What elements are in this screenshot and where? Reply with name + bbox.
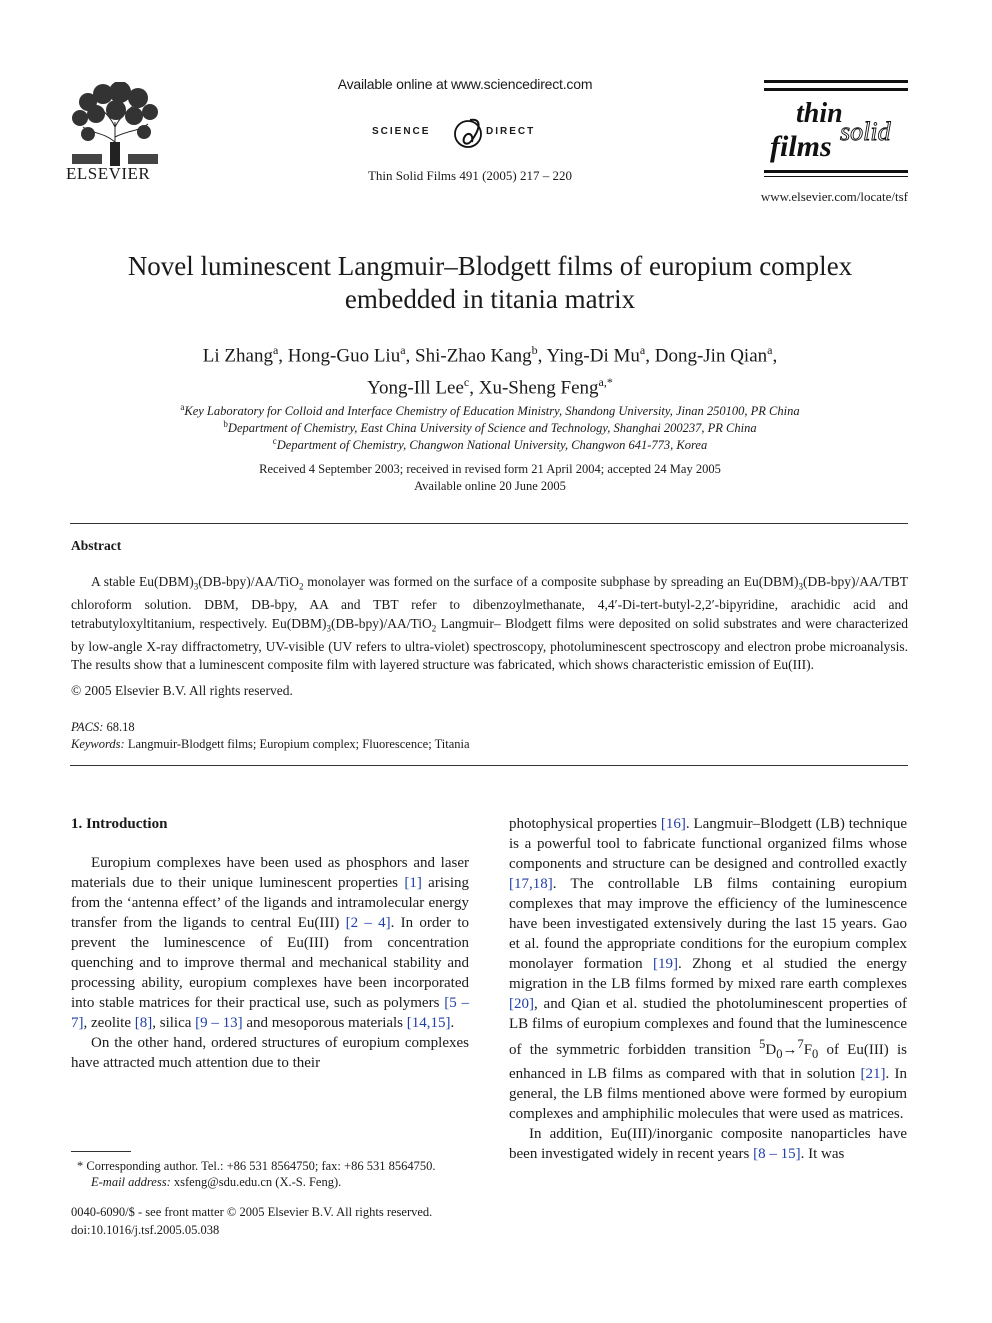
divider-bottom xyxy=(70,765,908,766)
author-name[interactable]: Li Zhang xyxy=(202,345,273,367)
citation-link[interactable]: [14,15] xyxy=(406,1015,451,1031)
citation-link[interactable]: [2 – 4] xyxy=(345,915,391,931)
paragraph: In addition, Eu(III)/inorganic composite nanoparticles have been investigated widely in recent years [8 – 15]. It was xyxy=(509,1126,907,1162)
affiliation-b: $^b$Department of Chemistry, East China University of Science and Technology, Shanghai 200237, PR China xyxy=(223,419,757,436)
article-title xyxy=(60,250,920,316)
available-online-banner: Available online at www.sciencedirect.com xyxy=(337,76,593,92)
sd-word-science: SCIENCE xyxy=(372,126,431,137)
pacs-line: PACS: 68.18 xyxy=(71,720,135,734)
citation-link[interactable]: [8] xyxy=(134,1015,153,1031)
citation-link[interactable]: [8 – 15] xyxy=(753,1146,801,1162)
sd-word-direct: DIRECT xyxy=(486,126,536,137)
author-name[interactable]: Shi-Zhao Kang xyxy=(415,345,532,367)
divider-top xyxy=(70,523,908,524)
issn-line: 0040-6090/$ - see front matter © 2005 Elsevier B.V. All rights reserved. xyxy=(71,1205,433,1219)
author-affil-mark: a xyxy=(400,343,406,357)
abstract-heading: Abstract xyxy=(71,538,122,553)
citation-link[interactable]: [5 – 7] xyxy=(71,995,469,1031)
citation-link[interactable]: [16] xyxy=(660,816,686,832)
email-link[interactable]: xsfeng@sdu.edu.cn (X.-S. Feng). xyxy=(173,1175,342,1189)
author-name[interactable]: Yong-Ill Lee xyxy=(367,377,464,399)
author-affil-mark: a xyxy=(639,343,646,357)
elsevier-tree-logo-icon xyxy=(68,82,162,166)
title-line-2: embedded in titania matrix xyxy=(344,284,636,314)
journal-reference: Thin Solid Films 491 (2005) 217 – 220 xyxy=(367,168,573,183)
affiliation-c: $^c$Department of Chemistry, Changwon National University, Changwon 641-773, Korea xyxy=(272,436,708,453)
author-name[interactable]: Ying-Di Mu xyxy=(546,345,640,367)
tsf-logo-thin: thin xyxy=(796,98,843,129)
citation-link[interactable]: [1] xyxy=(404,875,422,891)
author-affil-mark: c xyxy=(463,375,470,390)
keywords-line: Keywords: Langmuir-Blodgett films; Europium complex; Fluorescence; Titania xyxy=(71,737,470,751)
doi-line[interactable]: doi:10.1016/j.tsf.2005.05.038 xyxy=(71,1223,220,1237)
author-affil-mark: a xyxy=(272,343,279,357)
section-heading: 1. Introduction xyxy=(71,816,168,832)
tsf-rule-bottom-thin xyxy=(764,176,908,177)
paragraph: On the other hand, ordered structures of europium complexes have attracted much attention due to their xyxy=(71,1035,469,1071)
issn-doi-block xyxy=(71,1203,491,1239)
thin-solid-films-logo xyxy=(770,96,910,166)
citation-link[interactable]: [20] xyxy=(509,996,534,1012)
tsf-logo-solid: solid xyxy=(840,117,891,146)
footnote-rule xyxy=(71,1151,131,1152)
corresponding-author-footnote: * Corresponding author. Tel.: +86 531 8564750; fax: +86 531 8564750. E-mail address: xsfeng@sdu.edu.cn (X.-S. Feng). xyxy=(77,1159,436,1189)
body-column-right xyxy=(509,814,907,1164)
sciencedirect-logo xyxy=(370,116,570,150)
received-dates: Received 4 September 2003; received in revised form 21 April 2004; accepted 24 May 2005 xyxy=(259,462,721,476)
citation-link[interactable]: [9 – 13] xyxy=(195,1015,243,1031)
tsf-rule-second xyxy=(764,88,908,91)
journal-url[interactable]: www.elsevier.com/locate/tsf xyxy=(760,189,908,204)
author-affil-mark: b xyxy=(531,343,538,357)
citation-link[interactable]: [17,18] xyxy=(509,876,553,892)
author-affil-mark: a xyxy=(767,343,773,357)
sd-emblem-icon xyxy=(450,116,486,150)
tsf-rule-top xyxy=(764,80,908,83)
author-name[interactable]: Hong-Guo Liu xyxy=(287,345,401,367)
available-date: Available online 20 June 2005 xyxy=(414,479,566,493)
author-name[interactable]: Dong-Jin Qian xyxy=(654,345,768,367)
citation-link[interactable]: [19] xyxy=(653,956,679,972)
title-line-1: Novel luminescent Langmuir–Blodgett films of europium complex xyxy=(127,251,853,281)
body-column-left xyxy=(71,814,469,1073)
author-name[interactable]: Xu-Sheng Feng xyxy=(478,377,599,399)
author-affil-mark: a,* xyxy=(598,375,613,390)
paragraph: photophysical properties [16]. Langmuir–Blodgett (LB) technique is a powerful tool to fabricate functional organized films whose components and structure can be designed and controlled exactly [17,18]. The controllable LB films containing europium complexes that may improve the efficiency of the luminescence have been investigated extensively during the last 15 years. Gao et al. found the appropriate conditions for the europium complex monolayer formation [19]. Zhong et al studied the energy migration in the LB films formed by mixed rare earth complexes [20], and Qian et al. studied the photoluminescent properties of LB films of europium complexes and found that the luminescence of the symmetric forbidden transition $^5D_0\to^7F_0$ of Eu(III) is enhanced in LB films as compared with that in solution [21]. In general, the LB films mentioned above were formed by europium complexes and amphiphilic molecules that were used as matrices. xyxy=(509,816,908,1122)
tsf-logo-films: films xyxy=(770,130,832,163)
elsevier-wordmark: ELSEVIER xyxy=(66,164,151,183)
abstract-copyright: © 2005 Elsevier B.V. All rights reserved. xyxy=(71,683,293,698)
citation-link[interactable]: [21] xyxy=(860,1066,886,1082)
paragraph: Europium complexes have been used as phosphors and laser materials due to their unique luminescent properties [1] arising from the ‘antenna effect’ of the ligands and intramolecular energy transfer from the ligands to central Eu(III) [2 – 4]. In order to prevent the luminescence of Eu(III) from concentration quenching and to improve thermal and mechanical stability and processing ability, europium complexes have been incorporated into stable matrices for their practical use, such as polymers [5 – 7], zeolite [8], silica [9 – 13] and mesoporous materials [14,15]. xyxy=(71,855,470,1031)
abstract-text: A stable $Eu(DBM)_3(DB-bpy)/AA/TiO_2$ monolayer was formed on the surface of a composite subphase by spreading an $Eu(DBM)_3(DB-bpy)/AA$/TBT chloroform solution. DBM, DB-bpy, AA and TBT refer to dibenzoylmethanate, 4,4′-Di-tert-butyl-2,2′-bipyridine, arachidic acid and tetrabutyloxyltitanium, respectively. $Eu(DBM)_3(DB-bpy)/AA/TiO_2$ Langmuir– Blodgett films were deposited on solid substrates and were characterized by low-angle X-ray diffractometry, UV-visible (UV refers to ultra-violet) spectroscopy, photoluminescent spectroscopy and electron probe microanalysis. The results show that a luminescent composite film with layered structure was fabricated, which shows characteristic emission of Eu(III). xyxy=(71,574,908,673)
author-list: Li Zhang$^a$, Hong-Guo Liu$^a$, Shi-Zhao Kang$^b$, Ying-Di Mu$^a$, Dong-Jin Qian$^a$, Yong-Ill Lee$^c$, Xu-Sheng Feng$^{a,*}$ xyxy=(202,343,778,399)
affiliation-a: $^a$Key Laboratory for Colloid and Interface Chemistry of Education Ministry, Shandong University, Jinan 250100, PR China xyxy=(180,402,800,419)
tsf-rule-bottom xyxy=(764,170,908,173)
